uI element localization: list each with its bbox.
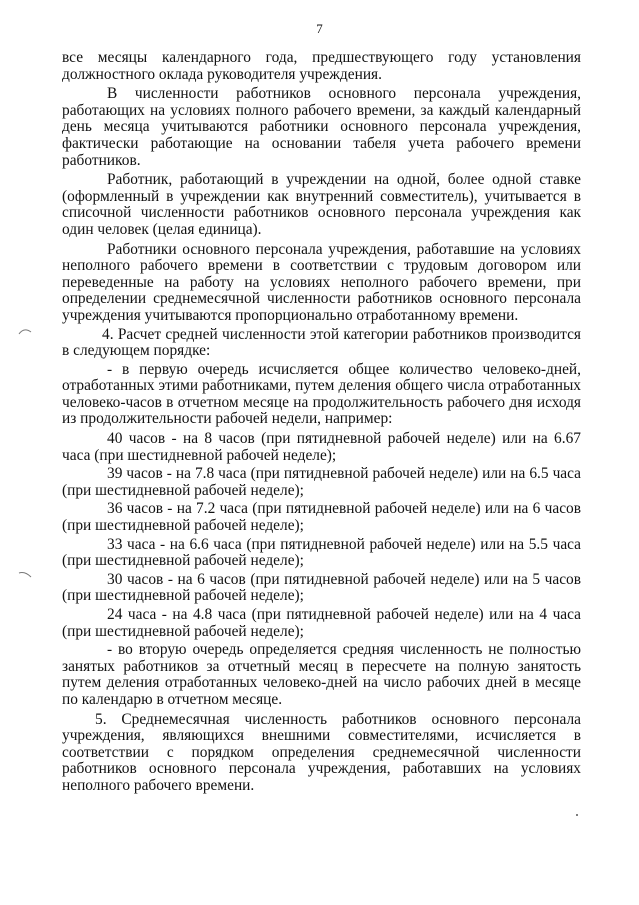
- paragraph-fulltime-staff: В численности работников основного персонала учреждения, работающих на условиях полного рабочего времени, за каждый календарный день месяца учитываются работники основного персонала учреждения, фактически работающие на основании табеля учета рабочего времени работников.: [62, 85, 581, 169]
- scan-dot: [576, 814, 578, 816]
- paragraph-example-40-hours: 40 часов - на 8 часов (при пятидневной рабочей неделе) или на 6.67 часа (при шестидневной рабочей неделе);: [62, 430, 581, 464]
- margin-tick-mark: [18, 326, 32, 336]
- paragraph-item-5: 5. Среднемесячная численность работников основного персонала учреждения, являющихся внешними совместителями, исчисляется в соответствии с порядком определения среднемесячной численности работников основного персонала учреждения, работавших на условиях неполного рабочего времени.: [62, 710, 581, 794]
- paragraph-continuation: все месяцы календарного года, предшествующего году установления должностного оклада руководителя учреждения.: [62, 49, 581, 83]
- paragraph-first-step: - в первую очередь исчисляется общее количество человеко-дней, отработанных этими работниками, путем деления общего числа отработанных человеко-часов в отчетном месяце на продолжительность рабочего дня исходя из продолжительности рабочей недели, например:: [62, 360, 581, 428]
- margin-tick-mark: [18, 570, 32, 580]
- paragraph-example-36-hours: 36 часов - на 7.2 часа (при пятидневной рабочей неделе) или на 6 часов (при шестидневной рабочей неделе);: [62, 500, 581, 535]
- paragraph-parttime-staff: Работники основного персонала учреждения, работавшие на условиях неполного рабочего времени в соответствии с трудовым договором или переведенные на работу на условиях неполного рабочего времени, при определении среднемесячной численности работников основного персонала учреждения учитываются пропорционально отработанному времени.: [62, 240, 581, 324]
- page-number: 7: [316, 21, 323, 36]
- paragraph-example-30-hours: 30 часов - на 6 часов (при пятидневной рабочей неделе) или на 5 часов (при шестидневной рабочей неделе);: [62, 570, 581, 605]
- paragraph-internal-parttimer: Работник, работающий в учреждении на одной, более одной ставке (оформленный в учреждении как внутренний совместитель), учитывается в списочной численности работников основного персонала учреждения как один человек (целая единица).: [62, 171, 581, 238]
- paragraph-second-step: - во вторую очередь определяется средняя численность не полностью занятых работников за отчетный месяц в пересчете на полную занятость путем деления отработанных человеко-дней на число рабочих дней в месяце по календарю в отчетном месяце.: [62, 641, 581, 708]
- paragraph-example-24-hours: 24 часа - на 4.8 часа (при пятидневной рабочей неделе) или на 4 часа (при шестидневной рабочей неделе);: [62, 606, 581, 640]
- document-body: [62, 50, 581, 795]
- paragraph-example-39-hours: 39 часов - на 7.8 часа (при пятидневной рабочей неделе) или на 6.5 часа (при шестидневной рабочей неделе);: [62, 465, 581, 499]
- paragraph-item-4: 4. Расчет средней численности этой категории работников производится в следующем порядке:: [62, 325, 581, 360]
- paragraph-example-33-hours: 33 часа - на 6.6 часа (при пятидневной рабочей неделе) или на 5.5 часа (при шестидневной рабочей неделе);: [62, 535, 581, 570]
